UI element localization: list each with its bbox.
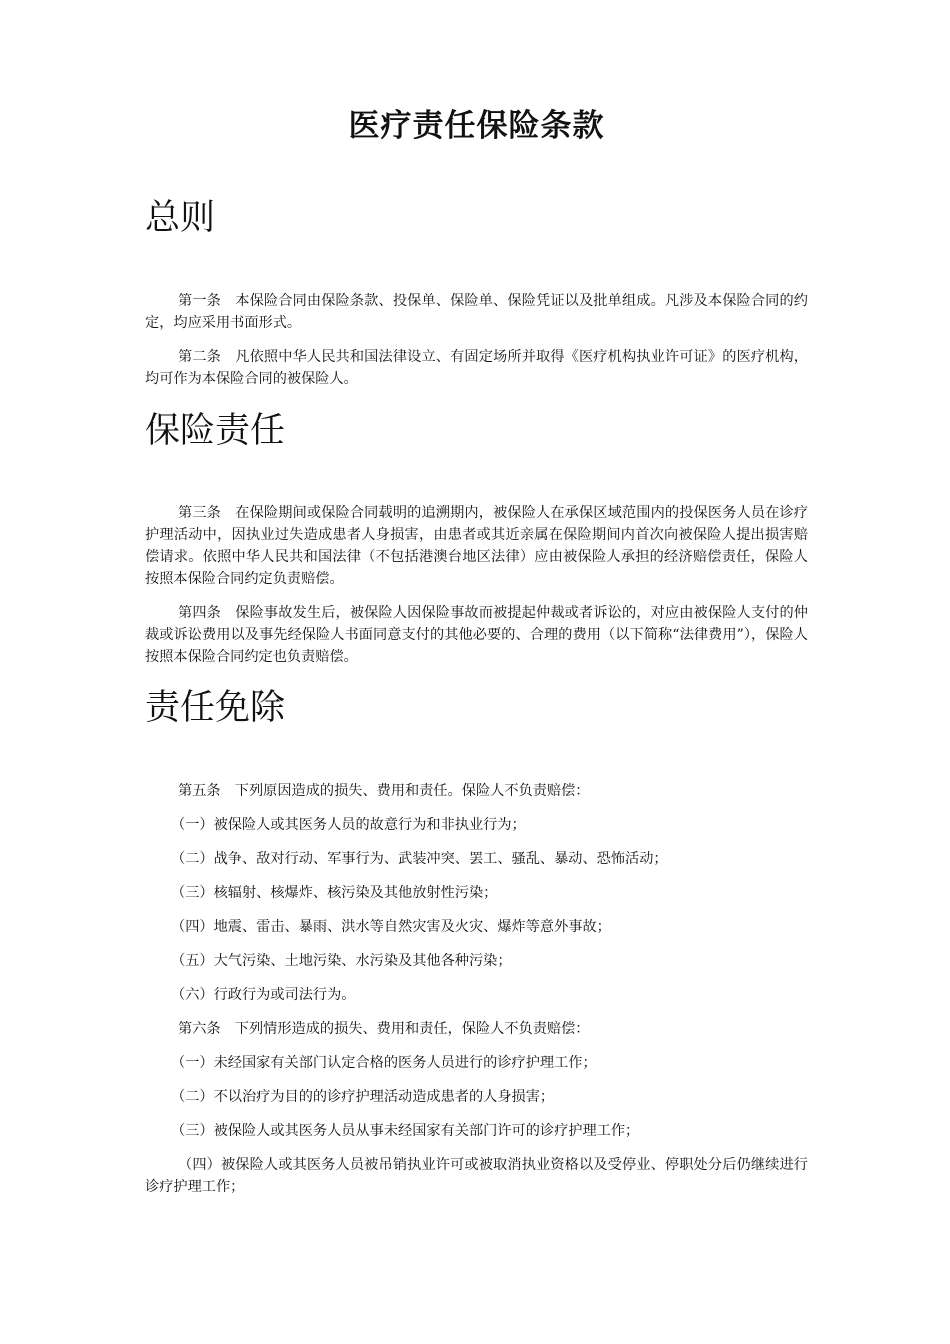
article-6-item-3: （三）被保险人或其医务人员从事未经国家有关部门许可的诊疗护理工作；	[171, 1123, 640, 1139]
article-6-item-2: （二）不以治疗为目的的诊疗护理活动造成患者的人身损害；	[171, 1089, 555, 1105]
article-5-item-4: （四）地震、雷击、暴雨、洪水等自然灾害及火灾、爆炸等意外事故；	[171, 919, 611, 935]
article-5-item-6: （六）行政行为或司法行为。	[171, 987, 356, 1003]
article-3: 第三条 在保险期间或保险合同载明的追溯期内，被保险人在承保区域范围内的投保医务人员在诊疗护理活动中，因执业过失造成患者人身损害，由患者或其近亲属在保险期间内首次向被保险人提出损害赔偿请求。依照中华人民共和国法律（不包括港澳台地区法律）应由被保险人承担的经济赔偿责任，保险人按照本保险合同约定负责赔偿。	[145, 505, 808, 587]
section-heading-exclusions: 责任免除	[145, 688, 286, 728]
article-5-item-3: （三）核辐射、核爆炸、核污染及其他放射性污染；	[171, 885, 498, 901]
article-6-item-4: （四）被保险人或其医务人员被吊销执业许可或被取消执业资格以及受停业、停职处分后仍继续进行诊疗护理工作；	[145, 1157, 808, 1195]
article-1: 第一条 本保险合同由保险条款、投保单、保险单、保险凭证以及批单组成。凡涉及本保险合同的约定，均应采用书面形式。	[145, 293, 808, 331]
document-title: 医疗责任保险条款	[348, 108, 605, 144]
article-5-item-5: （五）大气污染、土地污染、水污染及其他各种污染；	[171, 953, 512, 969]
article-5-item-2: （二）战争、敌对行动、军事行为、武装冲突、罢工、骚乱、暴动、恐怖活动；	[171, 851, 668, 867]
article-5-item-1: （一）被保险人或其医务人员的故意行为和非执业行为；	[171, 817, 526, 833]
article-5: 第五条 下列原因造成的损失、费用和责任。保险人不负责赔偿：	[178, 783, 590, 799]
section-heading-general: 总则	[145, 198, 216, 238]
section-heading-coverage: 保险责任	[145, 411, 286, 451]
article-2: 第二条 凡依照中华人民共和国法律设立、有固定场所并取得《医疗机构执业许可证》的医疗机构，均可作为本保险合同的被保险人。	[145, 349, 808, 387]
article-6-item-1: （一）未经国家有关部门认定合格的医务人员进行的诊疗护理工作；	[171, 1055, 597, 1071]
article-6: 第六条 下列情形造成的损失、费用和责任，保险人不负责赔偿：	[178, 1021, 590, 1037]
article-4: 第四条 保险事故发生后，被保险人因保险事故而被提起仲裁或者诉讼的，对应由被保险人支付的仲裁或诉讼费用以及事先经保险人书面同意支付的其他必要的、合理的费用（以下简称“法律费用”），保险人按照本保险合同约定也负责赔偿。	[145, 605, 808, 665]
